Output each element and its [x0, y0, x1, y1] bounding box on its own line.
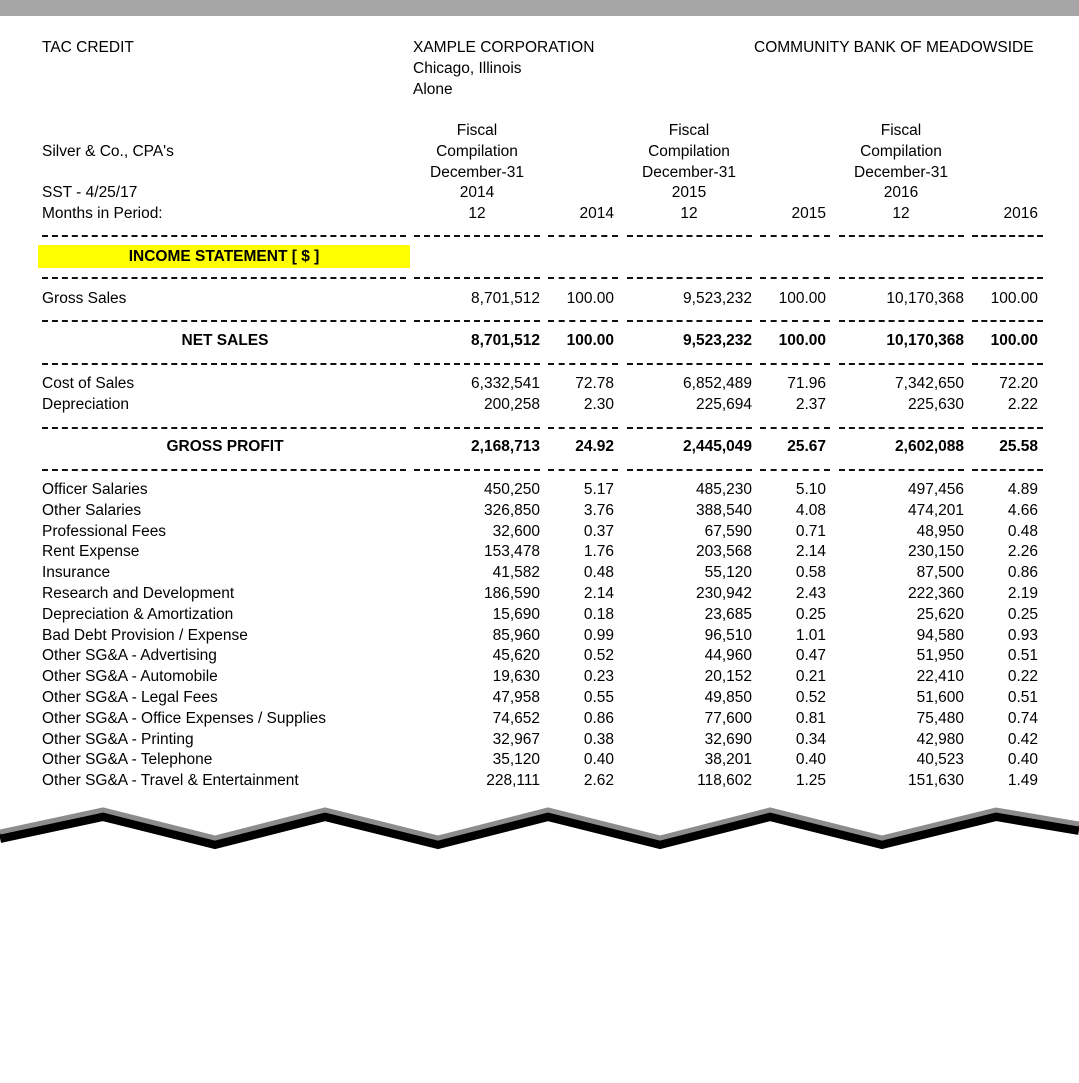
dashed-separator	[627, 277, 752, 279]
company-location: Chicago, Illinois	[413, 60, 522, 77]
expense-row-percent: 0.40	[1007, 751, 1038, 769]
net-sales-percent: 100.00	[778, 332, 826, 349]
gross-sales-percent: 100.00	[566, 290, 614, 307]
expense-row-label: Depreciation & Amortization	[42, 605, 234, 623]
expense-row-label: Other SG&A - Legal Fees	[42, 689, 218, 706]
gross-profit-label: GROSS PROFIT	[166, 438, 284, 455]
expense-row-amount: 32,600	[492, 522, 540, 540]
expense-row-amount: 230,942	[695, 585, 752, 602]
expense-row-percent: 0.40	[583, 751, 614, 769]
cost-row-amount: 225,630	[907, 395, 964, 413]
cpa-firm: Silver & Co., CPA's	[42, 143, 174, 160]
cost-row-amount: 200,258	[483, 395, 540, 413]
company-name: XAMPLE CORPORATION	[413, 39, 595, 56]
expense-row-amount: 74,652	[492, 709, 540, 727]
expense-row-amount: 497,456	[907, 481, 964, 498]
expense-row-amount: 20,152	[704, 668, 752, 686]
expense-row-amount: 485,230	[695, 481, 752, 498]
gross-sales-percent: 100.00	[990, 290, 1038, 307]
expense-row-percent: 0.22	[1007, 668, 1038, 686]
expense-row-amount: 45,620	[492, 647, 540, 665]
cost-row-percent: 71.96	[787, 375, 826, 392]
expense-row-amount: 326,850	[483, 501, 540, 519]
dashed-separator	[972, 363, 1043, 365]
expense-row-percent: 2.62	[583, 772, 614, 790]
expense-row-percent: 0.48	[1007, 522, 1038, 540]
dashed-separator	[42, 363, 406, 365]
period-percent-header: 2014	[579, 205, 614, 222]
expense-row-amount: 23,685	[704, 605, 752, 623]
period-header-year: 2016	[883, 184, 919, 202]
expense-row-label: Other SG&A - Office Expenses / Supplies	[42, 709, 327, 727]
expense-row-label: Other SG&A - Advertising	[42, 647, 217, 665]
net-sales-label: NET SALES	[181, 332, 269, 349]
dashed-separator	[839, 427, 964, 429]
cost-row-amount: 225,694	[695, 395, 752, 413]
dashed-separator	[548, 469, 618, 471]
dashed-separator	[42, 235, 406, 237]
gross-sales-label: Gross Sales	[42, 290, 127, 307]
top-border-bar	[0, 0, 1079, 16]
expense-row-amount: 35,120	[492, 751, 540, 769]
gross-sales-amount: 9,523,232	[683, 290, 752, 307]
expense-row-amount: 87,500	[916, 564, 964, 582]
cost-row-percent: 72.20	[999, 375, 1038, 392]
expense-row-label: Rent Expense	[42, 543, 140, 561]
dashed-separator	[548, 277, 618, 279]
expense-row-percent: 0.38	[583, 730, 614, 748]
torn-page-zigzag	[0, 800, 1079, 860]
net-sales-amount: 10,170,368	[886, 332, 964, 349]
expense-row-percent: 4.08	[795, 501, 826, 519]
dashed-separator	[627, 427, 752, 429]
expense-row-amount: 41,582	[492, 564, 540, 582]
expense-row-amount: 450,250	[483, 481, 540, 498]
expense-row-percent: 0.18	[583, 605, 614, 623]
expense-row-label: Research and Development	[42, 585, 235, 602]
cost-row-label: Cost of Sales	[42, 375, 135, 392]
expense-row-amount: 42,980	[916, 730, 964, 748]
expense-row-amount: 55,120	[704, 564, 752, 582]
expense-row-label: Other SG&A - Automobile	[42, 668, 218, 686]
dashed-separator	[839, 320, 964, 322]
expense-row-amount: 230,150	[907, 543, 964, 561]
section-title: INCOME STATEMENT [ $ ]	[128, 247, 320, 265]
period-header-l1: Fiscal	[880, 122, 922, 139]
dashed-separator	[414, 427, 540, 429]
gross-profit-percent: 25.67	[787, 438, 826, 455]
expense-row-amount: 40,523	[916, 751, 964, 769]
period-header-l1: Fiscal	[456, 122, 498, 139]
net-sales-percent: 100.00	[990, 332, 1038, 349]
expense-row-amount: 388,540	[695, 501, 752, 519]
expense-row-percent: 0.86	[1007, 564, 1038, 582]
expense-row-amount: 51,600	[916, 689, 964, 706]
dashed-separator	[627, 320, 752, 322]
gross-profit-amount: 2,602,088	[895, 438, 964, 455]
net-sales-percent: 100.00	[566, 332, 614, 349]
expense-row-label: Other SG&A - Travel & Entertainment	[42, 772, 299, 790]
expense-row-percent: 0.74	[1007, 709, 1038, 727]
dashed-separator	[548, 363, 618, 365]
cost-row-amount: 6,332,541	[471, 375, 540, 392]
dashed-separator	[42, 427, 406, 429]
expense-row-amount: 118,602	[697, 772, 752, 790]
period-header-l3: December-31	[854, 163, 948, 181]
gross-profit-percent: 25.58	[999, 438, 1038, 455]
expense-row-percent: 2.19	[1007, 585, 1038, 602]
expense-row-percent: 0.25	[1007, 605, 1038, 623]
months-in-period-label: Months in Period:	[42, 205, 163, 222]
dashed-separator	[839, 235, 964, 237]
cost-row-amount: 7,342,650	[895, 375, 964, 392]
expense-row-amount: 19,630	[492, 668, 540, 686]
expense-row-label: Bad Debt Provision / Expense	[42, 626, 248, 644]
dashed-separator	[627, 469, 752, 471]
expense-row-percent: 1.76	[583, 543, 614, 561]
dashed-separator	[548, 235, 618, 237]
dashed-separator	[414, 235, 540, 237]
dashed-separator	[414, 320, 540, 322]
period-header-months: 12	[892, 205, 910, 223]
dashed-separator	[42, 277, 406, 279]
period-header-l3: December-31	[430, 163, 524, 181]
expense-row-percent: 0.23	[583, 668, 614, 686]
dashed-separator	[414, 363, 540, 365]
dashed-separator	[42, 469, 406, 471]
expense-row-amount: 15,690	[492, 605, 540, 623]
expense-row-percent: 0.52	[795, 689, 826, 706]
period-header-year: 2015	[671, 184, 707, 202]
cost-row-label: Depreciation	[42, 395, 130, 413]
net-sales-amount: 8,701,512	[471, 332, 540, 349]
expense-row-percent: 2.26	[1007, 543, 1038, 561]
dashed-separator	[548, 320, 618, 322]
dashed-separator	[839, 277, 964, 279]
period-header-l2: Compilation	[648, 142, 730, 160]
dashed-separator	[760, 320, 830, 322]
report-source-label: TAC CREDIT	[42, 39, 134, 56]
period-header-months: 12	[468, 205, 486, 223]
expense-row-amount: 22,410	[916, 668, 964, 686]
expense-row-percent: 0.48	[583, 564, 614, 582]
period-percent-header: 2015	[791, 205, 826, 222]
net-sales-amount: 9,523,232	[683, 332, 752, 349]
dashed-separator	[972, 427, 1043, 429]
expense-row-percent: 4.89	[1007, 481, 1038, 498]
dashed-separator	[760, 469, 830, 471]
expense-row-percent: 1.49	[1007, 772, 1038, 790]
period-percent-header: 2016	[1003, 205, 1038, 222]
expense-row-percent: 0.21	[795, 668, 826, 686]
expense-row-label: Other SG&A - Printing	[42, 730, 194, 748]
period-header-l2: Compilation	[860, 142, 942, 160]
expense-row-percent: 0.93	[1007, 626, 1038, 644]
expense-row-amount: 32,690	[704, 730, 752, 748]
expense-row-percent: 1.01	[795, 626, 826, 644]
expense-row-percent: 0.37	[583, 522, 614, 540]
expense-row-amount: 75,480	[916, 709, 964, 727]
gross-profit-amount: 2,445,049	[683, 438, 752, 455]
period-header-l2: Compilation	[436, 142, 518, 160]
cost-row-amount: 6,852,489	[683, 375, 752, 392]
expense-row-percent: 2.14	[795, 543, 826, 561]
expense-row-percent: 1.25	[795, 772, 826, 790]
expense-row-percent: 0.99	[583, 626, 614, 644]
expense-row-percent: 0.81	[795, 709, 826, 727]
expense-row-amount: 25,620	[916, 605, 964, 623]
expense-row-amount: 38,201	[704, 751, 752, 769]
expense-row-percent: 5.10	[795, 481, 826, 498]
expense-row-amount: 94,580	[916, 626, 964, 644]
dashed-separator	[627, 363, 752, 365]
dashed-separator	[760, 277, 830, 279]
period-header-year: 2014	[459, 184, 495, 202]
period-header-months: 12	[680, 205, 698, 223]
expense-row-label: Officer Salaries	[42, 481, 148, 498]
expense-row-percent: 0.42	[1007, 730, 1038, 748]
dashed-separator	[972, 469, 1043, 471]
dashed-separator	[972, 277, 1043, 279]
expense-row-percent: 0.86	[583, 709, 614, 727]
expense-row-percent: 0.51	[1007, 689, 1038, 706]
sst-date: SST - 4/25/17	[42, 184, 138, 201]
expense-row-amount: 85,960	[492, 626, 540, 644]
period-header-l3: December-31	[642, 163, 736, 181]
gross-profit-amount: 2,168,713	[471, 438, 540, 455]
dashed-separator	[42, 320, 406, 322]
dashed-separator	[760, 235, 830, 237]
expense-row-percent: 0.58	[795, 564, 826, 582]
expense-row-label: Insurance	[42, 564, 111, 582]
expense-row-percent: 5.17	[583, 481, 614, 498]
expense-row-amount: 228,111	[486, 772, 540, 790]
cost-row-percent: 2.22	[1007, 395, 1038, 413]
expense-row-percent: 0.47	[795, 647, 826, 665]
cost-row-percent: 2.37	[795, 395, 826, 413]
expense-row-percent: 3.76	[583, 501, 614, 519]
expense-row-percent: 0.25	[795, 605, 826, 623]
cost-row-percent: 2.30	[583, 395, 614, 413]
dashed-separator	[414, 277, 540, 279]
expense-row-amount: 48,950	[916, 522, 964, 540]
cost-row-percent: 72.78	[575, 375, 614, 392]
expense-row-amount: 47,958	[492, 689, 540, 706]
gross-sales-amount: 10,170,368	[886, 290, 964, 307]
expense-row-percent: 0.52	[583, 647, 614, 665]
dashed-separator	[839, 469, 964, 471]
gross-profit-percent: 24.92	[575, 438, 614, 455]
expense-row-amount: 96,510	[704, 626, 752, 644]
dashed-separator	[972, 235, 1043, 237]
expense-row-amount: 44,960	[704, 647, 752, 665]
dashed-separator	[760, 427, 830, 429]
expense-row-amount: 186,590	[483, 585, 540, 602]
bank-name: COMMUNITY BANK OF MEADOWSIDE	[754, 39, 1034, 56]
period-header-l1: Fiscal	[668, 122, 710, 139]
expense-row-amount: 222,360	[907, 585, 964, 602]
section-title-highlight	[38, 245, 410, 268]
expense-row-amount: 203,568	[695, 543, 752, 561]
expense-row-amount: 153,478	[483, 543, 540, 561]
expense-row-label: Other Salaries	[42, 501, 142, 519]
dashed-separator	[760, 363, 830, 365]
expense-row-percent: 0.71	[795, 522, 826, 540]
expense-row-amount: 49,850	[704, 689, 752, 706]
expense-row-amount: 32,967	[492, 730, 540, 748]
expense-row-amount: 77,600	[704, 709, 752, 727]
gross-sales-percent: 100.00	[778, 290, 826, 307]
expense-row-amount: 151,630	[907, 772, 964, 790]
expense-row-amount: 67,590	[704, 522, 752, 540]
expense-row-percent: 4.66	[1007, 501, 1038, 519]
expense-row-percent: 2.14	[583, 585, 614, 602]
expense-row-amount: 474,201	[907, 501, 964, 519]
expense-row-label: Other SG&A - Telephone	[42, 751, 213, 769]
expense-row-amount: 51,950	[916, 647, 964, 665]
dashed-separator	[414, 469, 540, 471]
expense-row-percent: 0.51	[1007, 647, 1038, 665]
dashed-separator	[548, 427, 618, 429]
expense-row-percent: 2.43	[795, 585, 826, 602]
gross-sales-amount: 8,701,512	[471, 290, 540, 307]
company-scope: Alone	[413, 81, 453, 98]
expense-row-label: Professional Fees	[42, 522, 167, 540]
dashed-separator	[972, 320, 1043, 322]
dashed-separator	[839, 363, 964, 365]
expense-row-percent: 0.55	[583, 689, 614, 706]
expense-row-percent: 0.34	[795, 730, 826, 748]
dashed-separator	[627, 235, 752, 237]
expense-row-percent: 0.40	[795, 751, 826, 769]
